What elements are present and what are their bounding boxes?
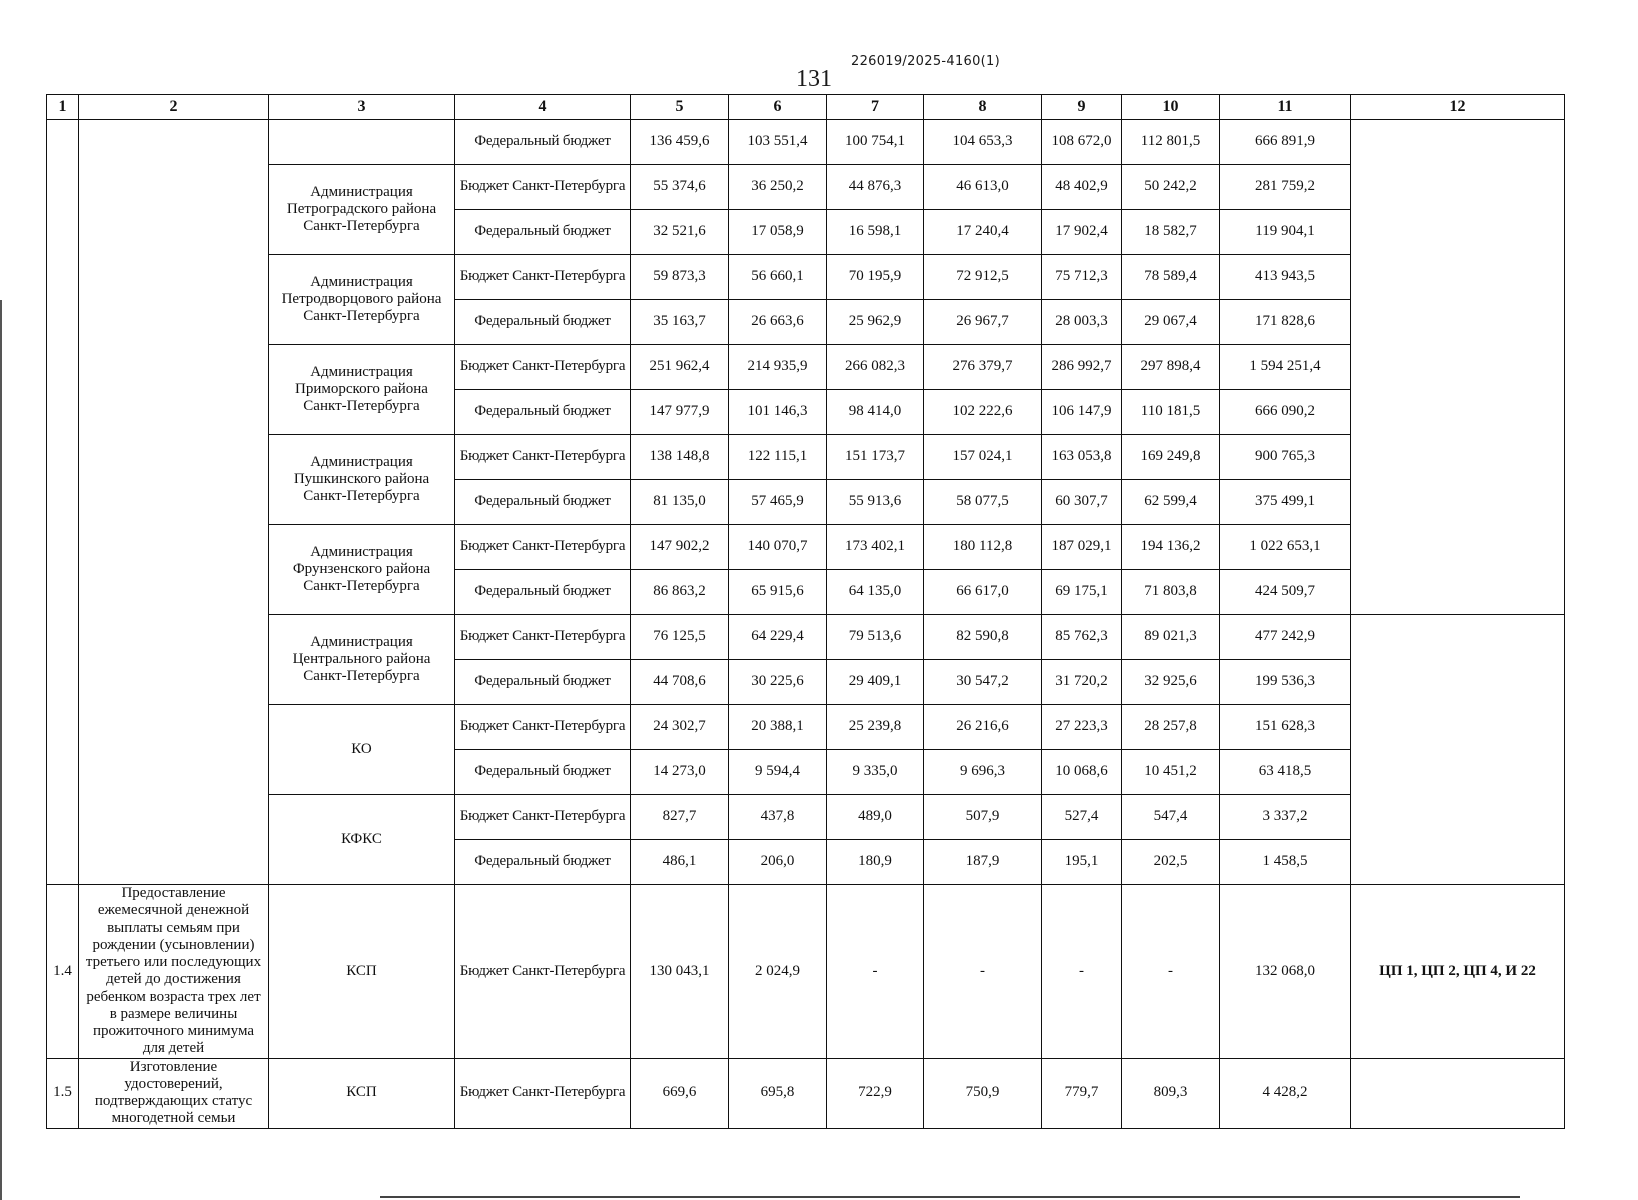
value-cell: 86 863,2 [631,570,729,615]
header-cell: 1 [47,95,79,120]
value-cell: 180,9 [827,840,924,885]
value-cell: - [1122,885,1220,1059]
total-cell: 900 765,3 [1220,435,1351,480]
value-cell: - [924,885,1042,1059]
header-cell: 2 [79,95,269,120]
value-cell: 437,8 [729,795,827,840]
value-cell: 147 902,2 [631,525,729,570]
value-cell: 140 070,7 [729,525,827,570]
budget-source: Бюджет Санкт-Петербурга [455,435,631,480]
value-cell: 85 762,3 [1042,615,1122,660]
value-cell: 206,0 [729,840,827,885]
value-cell: 2 024,9 [729,885,827,1059]
org-name: КФКС [269,795,455,885]
programs-cell [1351,120,1565,615]
total-cell: 63 418,5 [1220,750,1351,795]
programs-cell [1351,615,1565,885]
total-cell: 281 759,2 [1220,165,1351,210]
document-id: 226019/2025-4160(1) [851,54,1000,69]
total-cell: 1 458,5 [1220,840,1351,885]
value-cell: 75 712,3 [1042,255,1122,300]
value-cell: 56 660,1 [729,255,827,300]
value-cell: 48 402,9 [1042,165,1122,210]
value-cell: 214 935,9 [729,345,827,390]
budget-source: Федеральный бюджет [455,840,631,885]
budget-source: Бюджет Санкт-Петербурга [455,345,631,390]
table-row [47,705,1565,750]
org-name: Администрация Пушкинского района Санкт-Петербурга [269,435,455,525]
value-cell: 46 613,0 [924,165,1042,210]
value-cell: 44 876,3 [827,165,924,210]
value-cell: 69 175,1 [1042,570,1122,615]
value-cell: 58 077,5 [924,480,1042,525]
value-cell: 136 459,6 [631,120,729,165]
value-cell: 695,8 [729,1058,827,1128]
table-row [47,435,1565,480]
value-cell: 151 173,7 [827,435,924,480]
value-cell: 669,6 [631,1058,729,1128]
budget-source: Бюджет Санкт-Петербурга [455,1058,631,1128]
table-row [47,165,1565,210]
table-row [47,120,1565,165]
item-number-cell [47,120,79,885]
value-cell: 17 902,4 [1042,210,1122,255]
value-cell: 29 067,4 [1122,300,1220,345]
value-cell: 72 912,5 [924,255,1042,300]
value-cell: 50 242,2 [1122,165,1220,210]
header-cell: 7 [827,95,924,120]
value-cell: 527,4 [1042,795,1122,840]
value-cell: 64 229,4 [729,615,827,660]
value-cell: 779,7 [1042,1058,1122,1128]
value-cell: - [827,885,924,1059]
org-name: Администрация Приморского района Санкт-Петербурга [269,345,455,435]
header-cell: 10 [1122,95,1220,120]
total-cell: 413 943,5 [1220,255,1351,300]
value-cell: 157 024,1 [924,435,1042,480]
value-cell: 36 250,2 [729,165,827,210]
total-cell: 199 536,3 [1220,660,1351,705]
budget-source: Бюджет Санкт-Петербурга [455,525,631,570]
program-codes: ЦП 1, ЦП 2, ЦП 4, И 22 [1351,885,1565,1059]
header-cell: 8 [924,95,1042,120]
value-cell: 26 216,6 [924,705,1042,750]
item-description: Изготовление удостоверений, подтверждающих статус многодетной семьи [79,1058,269,1128]
value-cell: 10 451,2 [1122,750,1220,795]
budget-source: Федеральный бюджет [455,210,631,255]
header-cell: 11 [1220,95,1351,120]
value-cell: 108 672,0 [1042,120,1122,165]
value-cell: 486,1 [631,840,729,885]
value-cell: 30 225,6 [729,660,827,705]
budget-source: Федеральный бюджет [455,660,631,705]
budget-source: Федеральный бюджет [455,120,631,165]
total-cell: 1 022 653,1 [1220,525,1351,570]
value-cell: 104 653,3 [924,120,1042,165]
value-cell: 44 708,6 [631,660,729,705]
value-cell: 163 053,8 [1042,435,1122,480]
value-cell: 722,9 [827,1058,924,1128]
item-number: 1.5 [47,1058,79,1128]
value-cell: 489,0 [827,795,924,840]
value-cell: 89 021,3 [1122,615,1220,660]
budget-source: Бюджет Санкт-Петербурга [455,795,631,840]
value-cell: 25 962,9 [827,300,924,345]
value-cell: 82 590,8 [924,615,1042,660]
table-row-item-1-5 [47,1058,1565,1128]
value-cell: 103 551,4 [729,120,827,165]
total-cell: 3 337,2 [1220,795,1351,840]
value-cell: 35 163,7 [631,300,729,345]
value-cell: 60 307,7 [1042,480,1122,525]
value-cell: 276 379,7 [924,345,1042,390]
value-cell: 297 898,4 [1122,345,1220,390]
value-cell: 286 992,7 [1042,345,1122,390]
total-cell: 424 509,7 [1220,570,1351,615]
value-cell: 147 977,9 [631,390,729,435]
budget-source: Федеральный бюджет [455,390,631,435]
value-cell: 64 135,0 [827,570,924,615]
budget-source: Бюджет Санкт-Петербурга [455,705,631,750]
value-cell: 24 302,7 [631,705,729,750]
value-cell: 251 962,4 [631,345,729,390]
total-cell: 151 628,3 [1220,705,1351,750]
total-cell: 4 428,2 [1220,1058,1351,1128]
item-description-cell [79,120,269,885]
value-cell: 202,5 [1122,840,1220,885]
value-cell: 32 521,6 [631,210,729,255]
value-cell: 547,4 [1122,795,1220,840]
budget-source: Бюджет Санкт-Петербурга [455,255,631,300]
total-cell: 1 594 251,4 [1220,345,1351,390]
total-cell: 132 068,0 [1220,885,1351,1059]
table-row [47,525,1565,570]
value-cell: 110 181,5 [1122,390,1220,435]
value-cell: 81 135,0 [631,480,729,525]
value-cell: 14 273,0 [631,750,729,795]
budget-source: Бюджет Санкт-Петербурга [455,615,631,660]
budget-source: Федеральный бюджет [455,300,631,345]
org-name: КСП [269,1058,455,1128]
total-cell: 375 499,1 [1220,480,1351,525]
header-cell: 9 [1042,95,1122,120]
org-name: КСП [269,885,455,1059]
table-row [47,345,1565,390]
value-cell: 194 136,2 [1122,525,1220,570]
org-name: КО [269,705,455,795]
value-cell: 106 147,9 [1042,390,1122,435]
value-cell: 195,1 [1042,840,1122,885]
value-cell: 27 223,3 [1042,705,1122,750]
table-row [47,795,1565,840]
value-cell: 25 239,8 [827,705,924,750]
value-cell: 32 925,6 [1122,660,1220,705]
scan-bottom-line [380,1196,1520,1198]
value-cell: 79 513,6 [827,615,924,660]
total-cell: 666 090,2 [1220,390,1351,435]
value-cell: 750,9 [924,1058,1042,1128]
budget-source: Федеральный бюджет [455,570,631,615]
header-cell: 6 [729,95,827,120]
value-cell: 138 148,8 [631,435,729,480]
value-cell: 17 058,9 [729,210,827,255]
value-cell: 17 240,4 [924,210,1042,255]
total-cell: 119 904,1 [1220,210,1351,255]
value-cell: 26 967,7 [924,300,1042,345]
value-cell: 98 414,0 [827,390,924,435]
header-row [47,95,1565,120]
org-name: Администрация Петродворцового района Санкт-Петербурга [269,255,455,345]
value-cell: 9 696,3 [924,750,1042,795]
value-cell: 62 599,4 [1122,480,1220,525]
value-cell: 65 915,6 [729,570,827,615]
value-cell: 26 663,6 [729,300,827,345]
total-cell: 171 828,6 [1220,300,1351,345]
item-description: Предоставление ежемесячной денежной выплаты семьям при рождении (усыновлении) третьего или последующих детей до достижения ребенком возраста трех лет в размере величины прожиточного минимума для детей [79,885,269,1059]
value-cell: 102 222,6 [924,390,1042,435]
value-cell: 70 195,9 [827,255,924,300]
value-cell: 187,9 [924,840,1042,885]
table-row-item-1-4 [47,885,1565,1059]
value-cell: 10 068,6 [1042,750,1122,795]
org-name: Администрация Фрунзенского района Санкт-Петербурга [269,525,455,615]
value-cell: 112 801,5 [1122,120,1220,165]
value-cell: 101 146,3 [729,390,827,435]
value-cell: 9 594,4 [729,750,827,795]
value-cell: 78 589,4 [1122,255,1220,300]
table-row [47,255,1565,300]
value-cell: 266 082,3 [827,345,924,390]
value-cell: 55 913,6 [827,480,924,525]
value-cell: 187 029,1 [1042,525,1122,570]
value-cell: 507,9 [924,795,1042,840]
budget-source: Бюджет Санкт-Петербурга [455,885,631,1059]
value-cell: 55 374,6 [631,165,729,210]
table-row [47,615,1565,660]
page-number: 131 [796,66,832,92]
budget-source: Бюджет Санкт-Петербурга [455,165,631,210]
value-cell: 180 112,8 [924,525,1042,570]
value-cell: 76 125,5 [631,615,729,660]
scan-left-edge [0,300,2,1200]
value-cell: - [1042,885,1122,1059]
programs-cell [1351,1058,1565,1128]
header-cell: 5 [631,95,729,120]
budget-source: Федеральный бюджет [455,750,631,795]
total-cell: 666 891,9 [1220,120,1351,165]
value-cell: 130 043,1 [631,885,729,1059]
value-cell: 28 257,8 [1122,705,1220,750]
value-cell: 28 003,3 [1042,300,1122,345]
value-cell: 31 720,2 [1042,660,1122,705]
org-name: Администрация Центрального района Санкт-Петербурга [269,615,455,705]
header-cell: 3 [269,95,455,120]
value-cell: 71 803,8 [1122,570,1220,615]
value-cell: 29 409,1 [827,660,924,705]
value-cell: 16 598,1 [827,210,924,255]
org-name: Администрация Петроградского района Санкт-Петербурга [269,165,455,255]
value-cell: 59 873,3 [631,255,729,300]
value-cell: 809,3 [1122,1058,1220,1128]
header-cell: 12 [1351,95,1565,120]
value-cell: 30 547,2 [924,660,1042,705]
table-body [47,95,1565,1129]
value-cell: 20 388,1 [729,705,827,750]
value-cell: 169 249,8 [1122,435,1220,480]
value-cell: 66 617,0 [924,570,1042,615]
value-cell: 827,7 [631,795,729,840]
budget-table [46,94,1565,1129]
budget-source: Федеральный бюджет [455,480,631,525]
value-cell: 122 115,1 [729,435,827,480]
item-number: 1.4 [47,885,79,1059]
value-cell: 173 402,1 [827,525,924,570]
header-cell: 4 [455,95,631,120]
value-cell: 57 465,9 [729,480,827,525]
value-cell: 18 582,7 [1122,210,1220,255]
org-cell [269,120,455,165]
value-cell: 9 335,0 [827,750,924,795]
value-cell: 100 754,1 [827,120,924,165]
total-cell: 477 242,9 [1220,615,1351,660]
